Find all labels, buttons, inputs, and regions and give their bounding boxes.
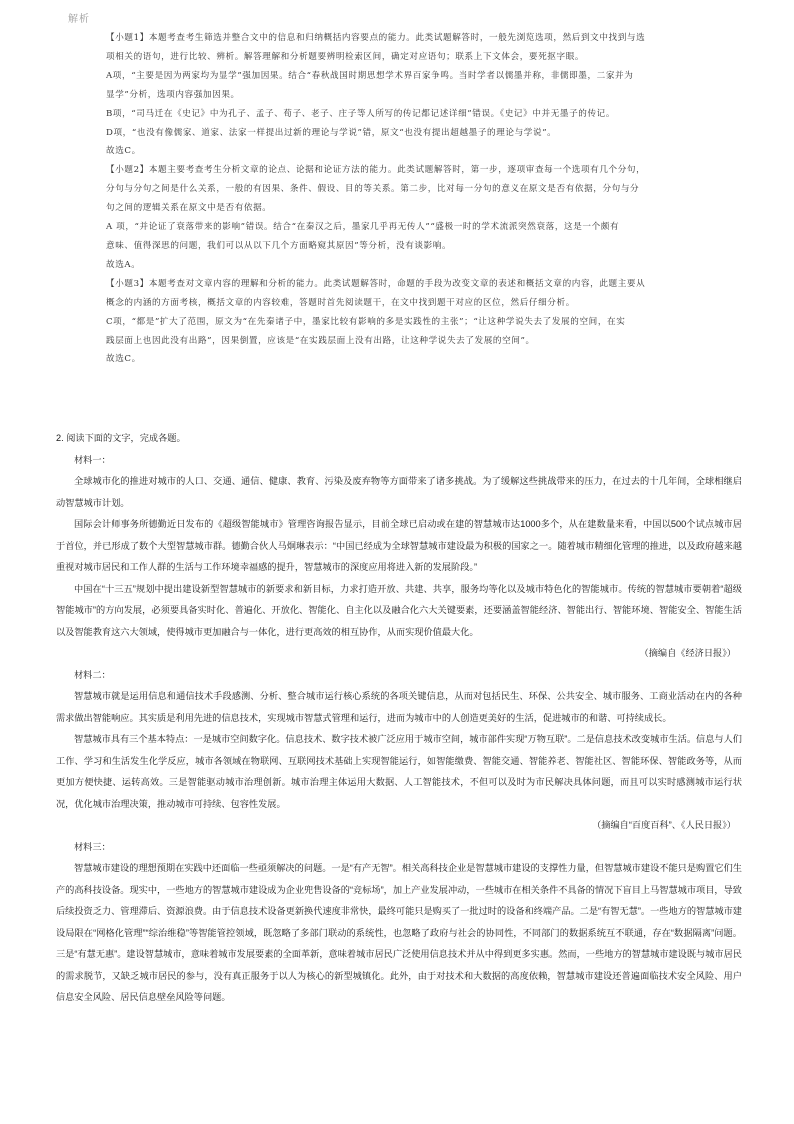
analysis-line: 显学”分析，选项内容强加因果。	[106, 89, 240, 100]
analysis-line: 句之间的逻辑关系在原文中是否有依据。	[106, 203, 272, 214]
material-3-paragraph: 智慧城市建设的理想预期在实践中还面临一些亟须解决的问题。一是“有产无智”。相关高科技企业是智慧城市建设的支撑性力量，但智慧城市建设不能只是购置它们生产的高科技设备。现实中，一些地方的智慧城市建设成为企业兜售设备的“竞标场”，加上产业发展冲动，一些城市在相关条件不具备的情况下盲目上马智慧城市项目，导致后续投资乏力、管理滞后、资源浪费。由于信息技术设备更新换代速度非常快，最终可能只是购买了一批过时的设备和终端产品。二是“有智无慧”。一些地方的智慧城市建设局限在“网格化管理”“综治维稳”等智能管控领域，既忽略了多部门联动的系统性，也忽略了政府与社会的协同性，不同部门的数据系统互不联通，存在“数据隔离”问题。三是“有慧无惠”。建设智慧城市，意味着城市发展要素的全面革新，意味着城市居民广泛使用信息技术并从中得到更多实惠。然而，一些地方的智慧城市建设既与城市居民的需求脱节，又缺乏城市居民的参与，没有真正服务于以人为核心的新型城镇化。此外，由于对技术和大数据的高度依赖，智慧城市建设还普遍面临技术安全风险、用户信息安全风险、居民信息壁垒风险等问题。	[56, 863, 742, 1002]
material-2-source: （摘编自“百度百科”、《人民日报》）	[592, 820, 736, 830]
analysis-line: 【小题1】本题考查考生筛选并整合文中的信息和归纳概括内容要点的能力。此类试题解答时，一般先浏览选项，然后到文中找到与选	[106, 33, 646, 43]
analysis-line: 分句与分句之间是什么关系，一般的有因果、条件、假设、目的等关系。第二步，比对每一分句的意义在原文是否有依据，分句与分	[106, 184, 640, 195]
analysis-line: D项，“也没有像儒家、道家、法家一样提出过新的理论与学说”错，原文“也没有提出超越墨子的理论与学说”。	[106, 127, 557, 138]
material-1-paragraph: 中国在“十三五”规划中提出建设新型智慧城市的新要求和新目标，力求打造开放、共建、共享，服务均等化以及城市特色化的智能城市。传统的智慧城市要朝着“超级智能城市”的方向发展，必须要具备实时化、普遍化、开放化、智能化、自主化以及融合化六大关键要素，还要涵盖智能经济、智能出行、智能环境、智能安全、智能生活以及智能教育这六大领域，使得城市更加融合与一体化，进行更高效的相互协作，从而实现价值最大化。	[56, 583, 742, 637]
analysis-label: 解析	[68, 14, 90, 25]
material-3-label: 材料三：	[74, 841, 111, 852]
analysis-line: 故选C。	[106, 354, 141, 365]
question-2	[56, 428, 742, 1009]
material-1-paragraph: 国际会计师事务所德勤近日发布的《超级智能城市》管理咨询报告显示，目前全球已启动或在建的智慧城市达1000多个，从在建数量来看，中国以500个试点城市居于首位，并已形成了数个大型智慧城市群。德勤合伙人马炯琳表示：“中国已经成为全球智慧城市建设最为积极的国家之一。随着城市精细化管理的推进，以及政府越来越重视对城市居民和工作人群的生活与工作环境幸福感的提升，智慧城市的深度应用将进入新的发展阶段。”	[56, 519, 742, 572]
material-2-label: 材料二：	[74, 669, 111, 680]
question-heading: 2. 阅读下面的文字，完成各题。	[56, 433, 186, 443]
analysis-line: 意味、值得深思的问题，我们可以从以下几个方面略窥其原因”等分析，没有谈影响。	[106, 240, 452, 251]
analysis-line: 概念的内涵的方面考核，概括文章的内容较难，答题时首先阅读题干，在文中找到题干对应的区位，然后仔细分析。	[106, 297, 575, 308]
analysis-line: 践层面上也因此没有出路”，因果倒置，应该是“在实践层面上没有出路，让这种学说失去了发展的空间”。	[106, 335, 535, 346]
analysis-line: 故选C。	[106, 146, 141, 157]
material-1-source: （摘编自《经济日报》）	[639, 648, 736, 658]
material-1-label: 材料一：	[74, 454, 111, 465]
analysis-line: 项相关的语句，进行比较、辨析。解答理解和分析题要辨明检索区间，确定对应语句；联系上下文体会，要死抠字眼。	[106, 51, 585, 62]
analysis-line: C项，“都是”扩大了范围，原文为“在先秦诸子中，墨家比较有影响的多是实践性的主张”；“让这种学说失去了发展的空间，在实	[106, 316, 626, 327]
analysis-line: A项，“主要是因为两家均为显学”强加因果。结合“春秋战国时期思想学术界百家争鸣。当时学者以儒墨并称，非儒即墨，二家并为	[106, 70, 634, 81]
analysis-line: 故选A。	[106, 259, 141, 270]
analysis-block	[106, 29, 728, 369]
analysis-line: B项，“司马迁在《史记》中为孔子、孟子、荀子、老子、庄子等人所写的传记都记述详细”错误。《史记》中并无墨子的传记。	[106, 108, 616, 119]
material-2-paragraph: 智慧城市就是运用信息和通信技术手段感测、分析、整合城市运行核心系统的各项关键信息，从而对包括民生、环保、公共安全、城市服务、工商业活动在内的各种需求做出智能响应。其实质是利用先进的信息技术，实现城市智慧式管理和运行，进而为城市中的人创造更美好的生活，促进城市的和谐、可持续成长。	[56, 691, 742, 723]
analysis-line: 【小题2】本题主要考查考生分析文章的论点、论据和论证方法的能力。此类试题解答时，第一步，逐项审查每一个选项有几个分句，	[106, 165, 646, 176]
analysis-line: A 项，“并论证了衰落带来的影响”错误。结合“在秦汉之后，墨家几乎再无传人”“盛极一时的学术流派突然衰落，这是一个颇有	[106, 222, 620, 233]
analysis-line: 【小题3】本题考查对文章内容的理解和分析的能力。此类试题解答时，命题的手段为改变文章的表述和概括文章的内容，此题主要从	[106, 278, 646, 289]
material-1-paragraph: 全球城市化的推进对城市的人口、交通、通信、健康、教育、污染及废弃物等方面带来了诸多挑战。为了缓解这些挑战带来的压力，在过去的十几年间，全球相继启动智慧城市计划。	[56, 476, 742, 508]
material-2-paragraph: 智慧城市具有三个基本特点：一是城市空间数字化。信息技术、数字技术被广泛应用于城市空间，城市部件实现“万物互联”。二是信息技术改变城市生活。信息与人们工作、学习和生活发生化学反应，城市各领域在物联网、互联网技术基础上实现智能运行，如智能缴费、智能交通、智能养老、智能社区、智能环保、智能政务等，从而更加方便快捷、运转高效。三是智能驱动城市治理创新。城市治理主体运用大数据、人工智能技术，不但可以及时为市民解决具体问题，而且可以实时感测城市运行状况，优化城市治理决策，推动城市可持续、包容性发展。	[56, 734, 742, 809]
